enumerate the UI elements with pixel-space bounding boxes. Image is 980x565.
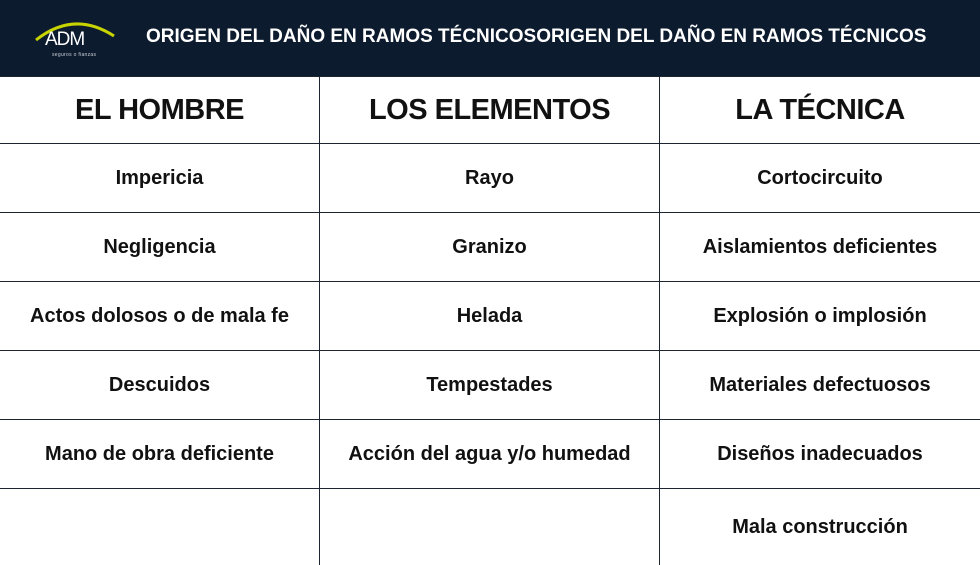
logo: [30, 12, 120, 64]
table-cell: Descuidos: [0, 351, 320, 420]
table-cell: Explosión o implosión: [660, 282, 980, 351]
table-cell: Materiales defectuosos: [660, 351, 980, 420]
table-cell: Rayo: [320, 144, 660, 213]
header-bar: [0, 0, 980, 76]
table-cell: Impericia: [0, 144, 320, 213]
table-cell: Cortocircuito: [660, 144, 980, 213]
table-cell: Negligencia: [0, 213, 320, 282]
page-title: ORIGEN DEL DAÑO EN RAMOS TÉCNICOSORIGEN DEL DAÑO EN RAMOS TÉCNICOS: [146, 26, 927, 47]
column-header-tecnica: LA TÉCNICA: [660, 77, 980, 144]
table-cell: Aislamientos deficientes: [660, 213, 980, 282]
table-cell: Mano de obra deficiente: [0, 420, 320, 489]
table-cell: Helada: [320, 282, 660, 351]
table-cell: [0, 489, 320, 565]
cause-table: [0, 76, 980, 564]
logo-tagline: seguros o fianzas: [52, 52, 97, 58]
logo-text: ADM: [45, 29, 85, 50]
table-cell: Granizo: [320, 213, 660, 282]
table-cell: Tempestades: [320, 351, 660, 420]
table-cell: [320, 489, 660, 565]
table-cell: Mala construcción: [732, 515, 908, 538]
table-cell: Diseños inadecuados: [660, 420, 980, 489]
table-cell: Actos dolosos o de mala fe: [0, 282, 320, 351]
table-cell: Acción del agua y/o humedad: [320, 420, 660, 489]
column-header-elementos: LOS ELEMENTOS: [320, 77, 660, 144]
column-header-hombre: EL HOMBRE: [0, 77, 320, 144]
